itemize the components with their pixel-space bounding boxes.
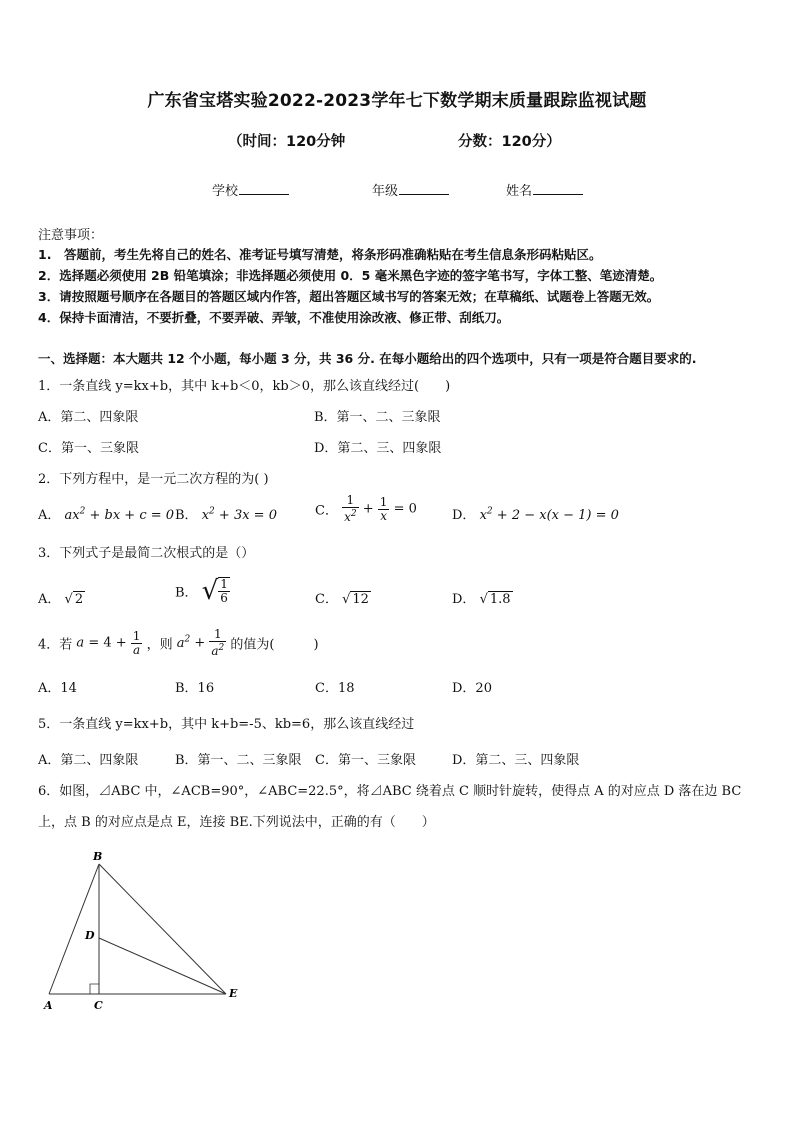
exam-score: 分数：120分）: [458, 134, 561, 150]
school-label: 学校: [212, 184, 239, 199]
question-2-stem: 2．下列方程中，是一元二次方程的为( ): [38, 472, 269, 487]
question-4-option-b: B．16: [175, 681, 215, 696]
fraction-1-over-a2: $\frac{1}{a^2}$: [211, 627, 225, 658]
sqrt-2: √ 2: [64, 592, 84, 607]
note-item-1: 1. 答题前，考生先将自己的姓名、准考证号填写清楚，将条形码准确粘贴在考生信息条形码粘贴区。: [38, 247, 602, 262]
question-4-option-d: D．20: [452, 681, 492, 696]
sqrt-one-sixth: √ $\frac{1}{6}$: [201, 576, 228, 606]
option-c-letter: C．: [315, 503, 338, 519]
question-5-option-a: A．第二、四象限: [38, 753, 139, 768]
fraction-1-over-a: $\frac{1}{a}$: [132, 628, 141, 657]
grade-blank: [399, 182, 449, 195]
grade-field: [372, 180, 449, 199]
question-1-option-b: B．第一、二、三象限: [314, 410, 441, 425]
question-2-option-b: [175, 504, 277, 523]
q4-suffix: 的值为( ): [230, 637, 319, 653]
equation-b: $x^2 + 3x = 0$: [201, 506, 277, 523]
question-5-option-b: B．第一、二、三象限: [175, 753, 302, 768]
question-5-stem: 5．一条直线 y=kx+b，其中 k+b=-5、kb=6，那么该直线经过: [38, 717, 415, 732]
equation-d: $x^2 + 2 - x(x - 1) = 0$: [479, 506, 619, 523]
q4-middle: ，则: [146, 637, 173, 653]
school-field: [212, 180, 289, 199]
label-a: A: [44, 999, 53, 1012]
school-blank: [239, 182, 289, 195]
question-3-option-b: [175, 576, 230, 606]
name-field: [506, 180, 583, 199]
question-1-stem: 1．一条直线 y=kx+b，其中 k+b＜0，kb＞0，那么该直线经过( ): [38, 379, 451, 394]
sqrt-1-8: √ 1.8: [479, 592, 511, 607]
question-1-option-c: C．第一、三象限: [38, 441, 139, 456]
option-c-letter: C．: [315, 592, 338, 607]
q4-prefix: 4．若: [38, 637, 73, 653]
fraction-1-over-x2: $\frac{1}{x^2}$: [344, 493, 357, 524]
option-a-letter: A．: [38, 592, 61, 607]
question-4-stem: 4．若 a = 4 + $\frac{1}{a}$ ，则 $a^2$ + $\frac{1}{a^2}$ 的值为( ): [38, 627, 319, 658]
question-3-option-d: [452, 588, 513, 607]
question-2-option-c: C． $\frac{1}{x^2}$ + $\frac{1}{x}$ = 0: [315, 493, 417, 524]
equation-a: $ax^2$ + bx + c = 0: [64, 506, 175, 523]
name-blank: [533, 182, 583, 195]
question-3-stem: 3．下列式子是最简二次根式的是（）: [38, 546, 255, 561]
question-1-option-d: D．第二、三、四象限: [314, 441, 442, 456]
label-c: C: [94, 999, 103, 1012]
fraction-1-over-x: $\frac{1}{x}$: [379, 494, 388, 523]
question-5-option-c: C．第一、三象限: [315, 753, 416, 768]
question-3-option-c: [315, 588, 371, 607]
name-label: 姓名: [506, 184, 533, 199]
notes-heading: 注意事项：: [38, 228, 104, 243]
note-item-4: 4．保持卡面清洁，不要折叠，不要弄破、弄皱，不准使用涂改液、修正带、刮纸刀。: [38, 310, 510, 325]
note-item-3: 3．请按照题号顺序在各题目的答题区域内作答，超出答题区域书写的答案无效；在草稿纸、试题卷上答题无效。: [38, 289, 660, 304]
question-3-option-a: [38, 588, 85, 607]
option-b-letter: B．: [175, 508, 198, 523]
section-heading: 一、选择题：本大题共 12 个小题，每小题 3 分，共 36 分. 在每小题给出的四个选项中，只有一项是符合题目要求的.: [38, 351, 697, 366]
question-5-option-d: D．第二、三、四象限: [452, 753, 580, 768]
question-4-option-a: A．14: [38, 681, 77, 696]
label-b: B: [93, 850, 103, 863]
question-4-option-c: C．18: [315, 681, 355, 696]
question-1-option-a: A．第二、四象限: [38, 410, 139, 425]
question-6-line-1: 6．如图，⊿ABC 中，∠ACB=90°，∠ABC=22.5°，将⊿ABC 绕着点 C 顺时针旋转，使得点 A 的对应点 D 落在边 BC: [38, 784, 742, 799]
segment-be: [99, 864, 226, 994]
question-6-line-2: 上，点 B 的对应点是点 E，连接 BE.下列说法中，正确的有（ ）: [38, 815, 435, 830]
page-title: 广东省宝塔实验2022-2023学年七下数学期末质量跟踪监视试题: [147, 91, 647, 111]
label-d: D: [85, 929, 95, 942]
label-e: E: [229, 987, 238, 1000]
right-angle-mark: [90, 984, 99, 994]
exam-time: （时间：120分钟: [228, 134, 346, 150]
option-d-letter: D．: [452, 508, 476, 523]
option-a-letter: A．: [38, 508, 61, 523]
note-item-2: 2．选择题必须使用 2B 铅笔填涂；非选择题必须使用 0．5 毫米黑色字迹的签字笔书写，字体工整、笔迹清楚。: [38, 268, 663, 283]
option-d-letter: D．: [452, 592, 476, 607]
segment-de: [99, 938, 226, 994]
grade-label: 年级: [372, 184, 399, 199]
option-b-letter: B．: [175, 585, 198, 601]
question-2-option-a: [38, 504, 174, 523]
question-2-option-d: [452, 504, 619, 523]
triangle-figure: [30, 845, 250, 1015]
sqrt-12: √ 12: [342, 592, 369, 607]
